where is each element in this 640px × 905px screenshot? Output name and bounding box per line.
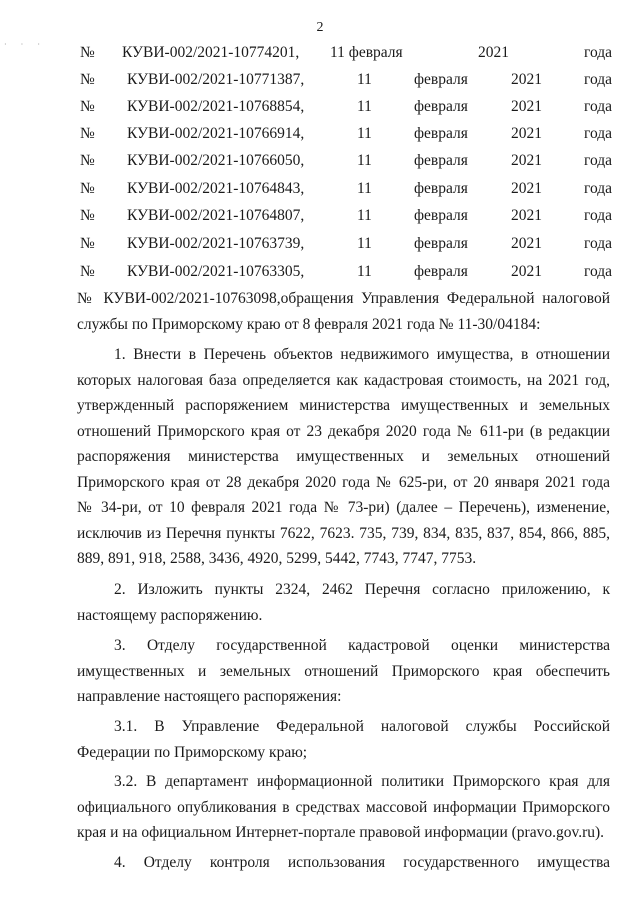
reference-no: № [80,152,95,169]
reference-day: 11 [357,125,372,142]
reference-row [0,71,640,91]
reference-no: № [80,263,95,280]
item1-line: утвержденный распоряжением министерства имущественных и земельных [77,397,610,414]
reference-no: № [80,98,95,115]
scan-corner-mark: · · · [4,40,46,49]
reference-no: № [80,180,95,197]
reference-god: года [584,44,613,61]
reference-year: 2021 [511,263,542,280]
reference-month: февраля [414,180,468,197]
reference-month: февраля [414,207,468,224]
reference-row [0,207,640,227]
reference-year: 2021 [511,180,542,197]
reference-day: 11 [357,180,372,197]
item1-line: Приморского края от 28 декабря 2020 года № 625-ри, от 20 января 2021 года [77,473,610,491]
intro-paragraph [77,286,610,337]
item-2-paragraph [77,577,610,628]
reference-id: КУВИ-002/2021-10763305, [127,263,305,280]
reference-year: 2021 [511,98,542,115]
item-1-paragraph [77,342,610,572]
reference-month: февраля [414,263,468,280]
reference-day: 11 [357,235,372,252]
item31-line: 3.1. В Управление Федеральной налоговой службы Российской [114,718,610,735]
item2-line: настоящему распоряжению. [77,606,263,624]
reference-god: года [584,125,613,142]
reference-row [0,44,640,64]
reference-row [0,152,640,172]
reference-id: КУВИ-002/2021-10764843, [127,180,305,197]
reference-no: № [80,235,95,252]
item1-line: отношений Приморского края от 23 декабря 2020 года № 611-ри (в редакции [77,422,610,440]
reference-id: КУВИ-002/2021-10766050, [127,152,305,169]
intro-line: № КУВИ-002/2021-10763098,обращения Управления Федеральной налоговой [77,290,610,307]
reference-no: № [80,71,95,88]
intro-line: службы по Приморскому краю от 8 февраля 2021 года № 11-30/04184: [77,315,541,333]
reference-id: КУВИ-002/2021-10766914, [127,125,305,142]
reference-id: КУВИ-002/2021-10763739, [127,235,305,252]
item1-line: 889, 891, 918, 2588, 3436, 4920, 5299, 5442, 7743, 7747, 7753. [77,550,477,567]
reference-id: КУВИ-002/2021-10768854, [127,98,305,115]
reference-id: КУВИ-002/2021-10764807, [127,207,305,224]
reference-id: КУВИ-002/2021-10774201, [122,44,300,61]
reference-row [0,235,640,255]
reference-month: февраля [414,71,468,88]
reference-year: 2021 [511,235,542,252]
reference-row [0,180,640,200]
reference-id: КУВИ-002/2021-10771387, [127,71,305,88]
reference-day: 11 [357,263,372,280]
item-3-2-paragraph [77,769,610,846]
item3-line: имущественных и земельных отношений Приморского края обеспечить [77,662,610,680]
reference-no: № [80,125,95,142]
reference-god: года [584,71,613,88]
item31-line: Федерации по Приморскому краю; [77,743,308,761]
item4-line: 4. Отделу контроля использования государственного имущества [114,854,610,871]
reference-god: года [584,180,613,197]
item-3-paragraph [77,633,610,710]
reference-god: года [584,263,613,280]
reference-year: 2021 [511,152,542,169]
item32-line: официального опубликования в средствах массовой информации Приморского [77,798,610,816]
reference-year: 2021 [511,207,542,224]
item1-line: 1. Внести в Перечень объектов недвижимого имущества, в отношении [114,346,610,363]
reference-no: № [80,44,95,61]
reference-row [0,98,640,118]
item1-line: № 34-ри, от 10 февраля 2021 года № 73-ри) (далее – Перечень), изменение, [77,499,610,516]
item-3-1-paragraph [77,714,610,765]
item1-line: которых налоговая база определяется как кадастровая стоимость, на 2021 год, [77,371,610,389]
reference-no: № [80,207,95,224]
reference-year: 2021 [478,44,509,61]
item3-line: направление настоящего распоряжения: [77,688,342,705]
item2-line: 2. Изложить пункты 2324, 2462 Перечня согласно приложению, к [114,581,610,598]
reference-month: февраля [414,152,468,169]
reference-god: года [584,207,613,224]
reference-row [0,263,640,283]
reference-god: года [584,98,613,115]
reference-year: 2021 [511,125,542,142]
reference-day: 11 [357,207,372,224]
reference-day: 11 [357,152,372,169]
item32-line: 3.2. В департамент информационной политики Приморского края для [114,773,610,790]
reference-month: февраля [414,235,468,252]
reference-month: февраля [414,98,468,115]
reference-god: года [584,235,613,252]
reference-month: февраля [414,125,468,142]
reference-god: года [584,152,613,169]
reference-row [0,125,640,145]
item3-line: 3. Отделу государственной кадастровой оценки министерства [114,637,610,654]
item32-line: края и на официальном Интернет-портале правовой информации (pravo.gov.ru). [77,824,605,841]
reference-day: 11 февраля [330,44,403,61]
item1-line: распоряжения министерства имущественных и земельных отношений [77,448,610,465]
reference-day: 11 [357,98,372,115]
reference-year: 2021 [511,71,542,88]
page-number: 2 [316,20,324,35]
item1-line: исключив из Перечня пункты 7622, 7623. 735, 739, 834, 835, 837, 854, 866, 885, [77,524,610,542]
item-4-paragraph [77,850,610,876]
reference-day: 11 [357,71,372,88]
